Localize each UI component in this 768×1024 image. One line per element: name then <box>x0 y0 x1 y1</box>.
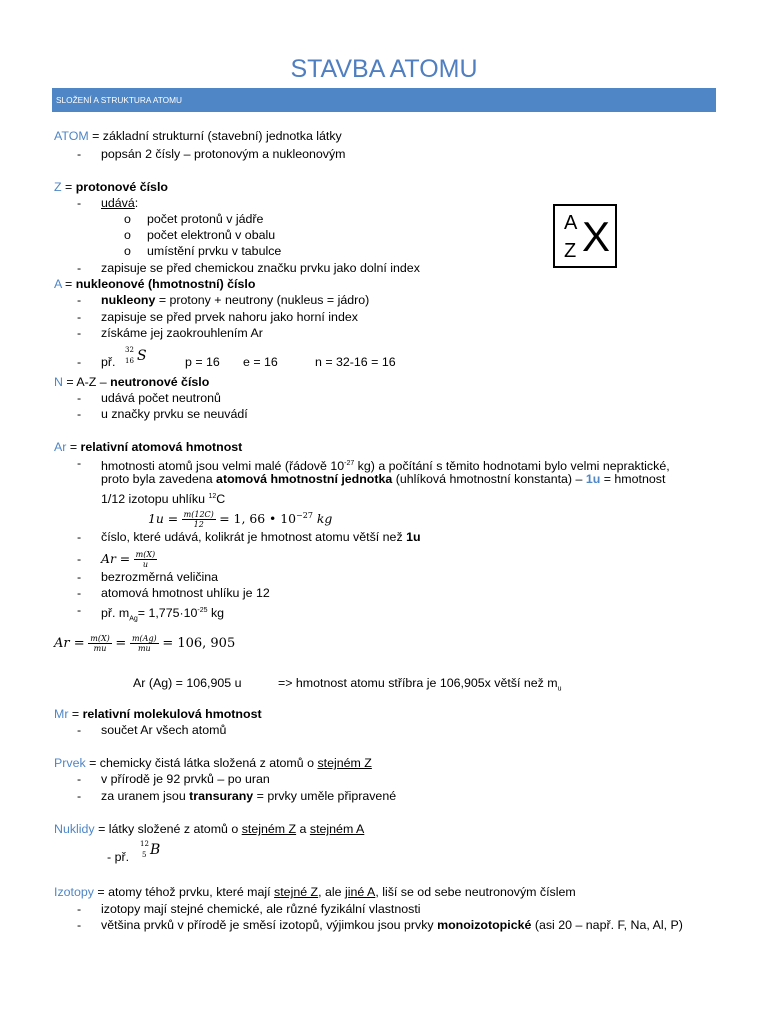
z-sub-item: o umístění prvku v tabulce <box>124 244 282 258</box>
izotopy-definition: Izotopy = atomy téhož prvku, které mají stejné Z, ale jiné A, liší se od sebe neutronovým číslem <box>54 885 576 899</box>
mr-definition: Mr = relativní molekulová hmotnost <box>54 707 262 721</box>
izotopy-bullet: - izotopy mají stejné chemické, ale různé fyzikální vlastnosti <box>77 902 421 916</box>
prvek-bullet: - za uranem jsou transurany = prvky uměle připravené <box>77 789 397 803</box>
n-bullet: - udává počet neutronů <box>77 391 221 405</box>
ar-bullet: - číslo, které udává, kolikrát je hmotnost atomu větší než 1u <box>77 530 421 544</box>
ar-definition: Ar = relativní atomová hmotnost <box>54 440 243 454</box>
a-bullet: - nukleony = protony + neutrony (nukleus = jádro) <box>77 293 370 307</box>
silver-result-explanation: => hmotnost atomu stříbra je 106,905x větší než $m_u$ <box>278 676 562 693</box>
izotopy-bullet: - většina prvků v přírodě je směsí izotopů, výjimkou jsou prvky monoizotopické (asi 20 – např. F, Na, Al, P) <box>77 918 683 932</box>
atom-bullet: - popsán 2 čísly – protonovým a nukleonovým <box>77 147 346 161</box>
ar-bullet: - bezrozměrná veličina <box>77 570 219 584</box>
proton-count: p = 16 <box>185 355 220 369</box>
nuclide-notation-box: A Z X <box>553 204 617 268</box>
ar-line-3: 1/12 izotopu uhlíku $^{12}$C <box>101 492 226 507</box>
z-sub-item: o počet elektronů v obalu <box>124 228 276 242</box>
ar-bullet: - atomová hmotnost uhlíku je 12 <box>77 586 270 600</box>
boron-isotope: 12 5 B <box>140 840 161 859</box>
page-title: STAVBA ATOMU <box>290 55 478 83</box>
nuklidy-definition: Nuklidy = látky složené z atomů o stejném Z a stejném A <box>54 822 365 836</box>
ar-bullet: - př. $m_{Ag}= 1,775\cdot 10^{-25}$ kg <box>77 603 225 623</box>
neutron-count: n = 32-16 = 16 <box>315 355 396 369</box>
a-bullet: - získáme jej zaokrouhlením Ar <box>77 326 263 340</box>
z-bullet: - zapisuje se před chemickou značku prvku jako dolní index <box>77 261 420 275</box>
electron-count: e = 16 <box>243 355 278 369</box>
formula-atomic-mass-unit: 1u = $\frac{m(12C)}{12}$ = 1, 66 • $10^{-27}$ kg <box>148 510 333 530</box>
a-definition: A = nukleonové (hmotnostní) číslo <box>54 277 256 291</box>
section-header-bar <box>52 88 716 112</box>
formula-silver-ar: Ar = $\frac{m(X)}{mu}$ = $\frac{m(Ag)}{mu}$ = 106, 905 <box>54 634 236 654</box>
a-example: - př. <box>77 355 116 369</box>
z-sub-item: o počet protonů v jádře <box>124 212 264 226</box>
atom-definition: ATOM = základní strukturní (stavební) jednotka látky <box>54 129 342 143</box>
mr-bullet: - součet Ar všech atomů <box>77 723 227 737</box>
n-bullet: - u značky prvku se neuvádí <box>77 407 248 421</box>
prvek-definition: Prvek = chemicky čistá látka složená z atomů o stejném Z <box>54 756 372 770</box>
prvek-bullet: - v přírodě je 92 prvků – po uran <box>77 772 270 786</box>
ar-bullet: - hmotnosti atomů jsou velmi malé (řádově $10^{-27}$ kg) a počítání s těmito hodnotami bylo velmi nepraktické, <box>77 456 670 474</box>
z-definition: Z = protonové číslo <box>54 180 168 194</box>
atom-term: ATOM <box>54 129 89 143</box>
silver-result: Ar (Ag) = 106,905 u <box>133 676 242 690</box>
n-definition: N = A-Z – neutronové číslo <box>54 375 210 389</box>
nuklidy-example: - př. <box>107 850 130 864</box>
sulfur-isotope: 32 16 S <box>125 346 147 365</box>
z-bullet-udava: - udává: <box>77 196 139 210</box>
ar-line-2: proto byla zavedena atomová hmotnostní jednotka (uhlíková hmotnostní konstanta) – 1u = hmotnost <box>101 472 666 486</box>
a-bullet: - zapisuje se před prvek nahoru jako horní index <box>77 310 358 324</box>
section-header-label: SLOŽENÍ A STRUKTURA ATOMU <box>56 95 183 105</box>
ar-formula-bullet: - Ar = $\frac{m(X)}{u}$ <box>77 550 156 570</box>
